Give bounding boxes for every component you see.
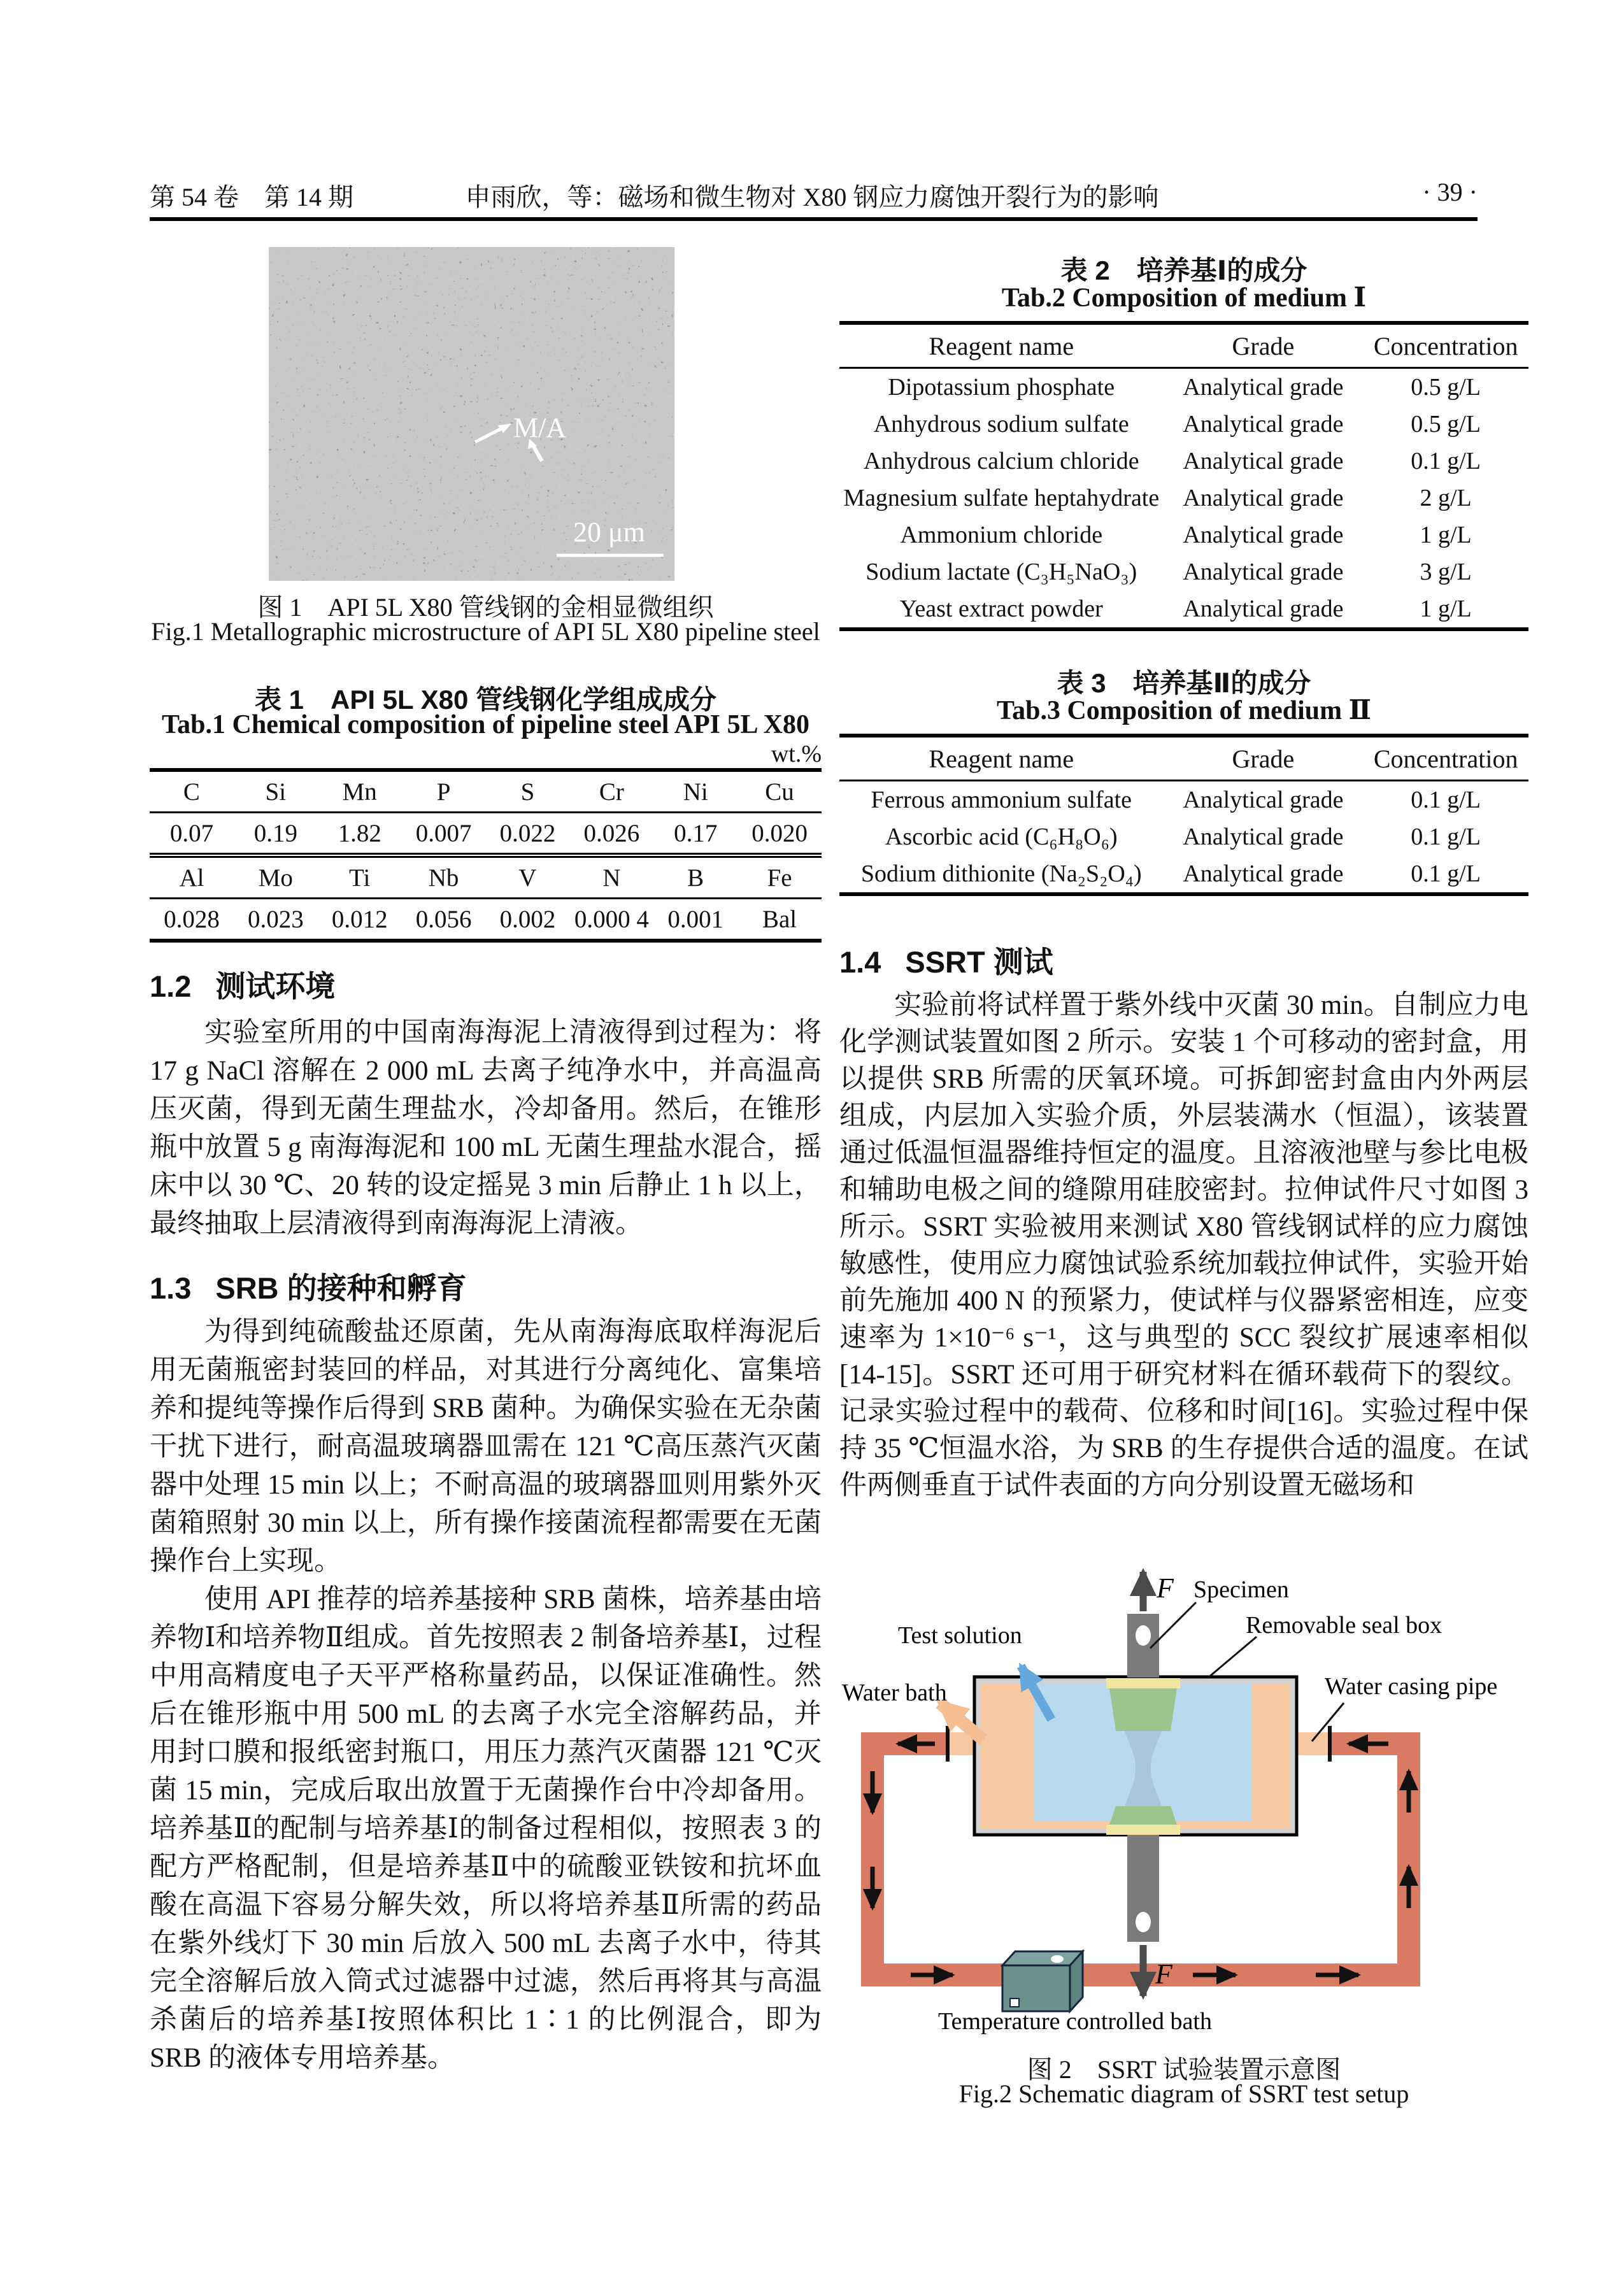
table2-r3-conc: 2 g/L bbox=[1420, 485, 1472, 511]
header-rule bbox=[150, 217, 1478, 221]
table1-unit: wt.% bbox=[771, 741, 822, 767]
section-1-4-number: 1.4 bbox=[839, 945, 881, 979]
table3-header-grade: Grade bbox=[1164, 737, 1364, 781]
table1-h1-s: S bbox=[486, 772, 570, 813]
bath-unit-indicator bbox=[1010, 1999, 1019, 2007]
table1-v2-5: 0.000 4 bbox=[574, 905, 649, 933]
table1-v1-6: 0.17 bbox=[653, 813, 737, 856]
table2-r0-conc: 0.5 g/L bbox=[1411, 374, 1481, 401]
header-running-title: 申雨欣，等：磁场和微生物对 X80 钢应力腐蚀开裂行为的影响 bbox=[465, 183, 1159, 211]
table1-value-row-2 bbox=[150, 899, 822, 939]
table2-r3-grade: Analytical grade bbox=[1183, 485, 1344, 511]
table1-v2-3: 0.056 bbox=[415, 905, 472, 933]
seal-band-bottom bbox=[1106, 1825, 1180, 1835]
table1-v1-7: 0.020 bbox=[737, 813, 822, 856]
ssrt-setup-svg bbox=[839, 1558, 1528, 2042]
table1 bbox=[150, 768, 822, 943]
table2-r0-grade: Analytical grade bbox=[1183, 374, 1344, 401]
table2-r4-grade: Analytical grade bbox=[1183, 522, 1344, 548]
table2-row bbox=[839, 443, 1528, 480]
table3-header-concentration: Concentration bbox=[1363, 737, 1528, 781]
table2-title-en: Tab.2 Composition of medium Ⅰ bbox=[1001, 283, 1367, 313]
table2-r3-reagent: Magnesium sulfate heptahydrate bbox=[843, 485, 1160, 511]
specimen-label: Specimen bbox=[1193, 1576, 1289, 1603]
section-1-2-title: 测试环境 bbox=[215, 969, 336, 1003]
table1-title-en: Tab.1 Chemical composition of pipeline steel API 5L X80 bbox=[161, 710, 809, 739]
table2-row bbox=[839, 480, 1528, 517]
table2-header-reagent: Reagent name bbox=[839, 325, 1164, 368]
table2-r2-grade: Analytical grade bbox=[1183, 448, 1344, 474]
casing-pipe-label: Water casing pipe bbox=[1325, 1673, 1498, 1700]
seal-box-leader-line bbox=[1207, 1637, 1257, 1678]
water-bath-label: Water bath bbox=[842, 1679, 947, 1706]
table2-r5-conc: 3 g/L bbox=[1420, 559, 1472, 585]
table1-h2-al: Al bbox=[150, 855, 234, 899]
table1-v1-1: 0.19 bbox=[234, 813, 318, 856]
table2-row bbox=[839, 590, 1528, 627]
table2-r1-conc: 0.5 g/L bbox=[1411, 411, 1481, 438]
table2-r5-reagent: Sodium lactate (C₃H₅NaO₃) bbox=[865, 559, 1137, 585]
table3-r2-reagent: Sodium dithionite (Na₂S₂O₄) bbox=[860, 860, 1142, 887]
table1-v1-3: 0.007 bbox=[402, 813, 486, 856]
table1-v2-7: Bal bbox=[762, 905, 797, 933]
section-1-2-paragraph: 实验室所用的中国南海海泥上清液得到过程为：将 17 g NaCl 溶解在 2 000 mL 去离子纯净水中，并高温高压灭菌，得到无菌生理盐水，冷却备用。然后，在锥形瓶中放置 5 g 南海海泥和 100 mL 无菌生理盐水混合，摇床中以 30 ℃、20 转的设定摇晃 3 min 后静止 1 h 以上，最终抽取上层清液得到南海海泥上清液。 bbox=[150, 1018, 822, 1239]
scale-bar-label: 20 μm bbox=[573, 517, 645, 548]
table3 bbox=[839, 734, 1528, 896]
table3-r0-grade: Analytical grade bbox=[1183, 787, 1344, 813]
section-1-3-heading bbox=[150, 1265, 467, 1307]
table2-r6-reagent: Yeast extract powder bbox=[899, 595, 1103, 622]
table1-v1-0: 0.07 bbox=[150, 813, 234, 856]
table1-v1-5: 0.026 bbox=[569, 813, 653, 856]
test-solution-label: Test solution bbox=[898, 1622, 1022, 1649]
table1-h2-mo: Mo bbox=[234, 855, 318, 899]
table2-r4-reagent: Ammonium chloride bbox=[900, 522, 1103, 548]
table1-h2-fe: Fe bbox=[737, 855, 822, 899]
table1-h2-nb: Nb bbox=[402, 855, 486, 899]
table1-h1-mn: Mn bbox=[318, 772, 402, 813]
table3-title-en: Tab.3 Composition of medium Ⅱ bbox=[996, 696, 1372, 725]
specimen-pin-hole-top bbox=[1136, 1625, 1151, 1646]
table1-h2-n: N bbox=[569, 855, 653, 899]
section-1-3-paragraph-1: 为得到纯硫酸盐还原菌，先从南海海底取样海泥后用无菌瓶密封装回的样品，对其进行分离纯化、富集培养和提纯等操作后得到 SRB 菌种。为确保实验在无杂菌干扰下进行，耐高温玻璃器皿需在 121 ℃高压蒸汽灭菌器中处理 15 min 以上；不耐高温的玻璃器皿则用紫外灭菌箱照射 30 min 以上，所有操作接菌流程都需要在无菌操作台上实现。 bbox=[150, 1317, 822, 1576]
table2-row bbox=[839, 553, 1528, 590]
ma-label: M/A bbox=[513, 412, 567, 443]
table2-title-zh: 表 2 培养基Ⅰ的成分 bbox=[1060, 255, 1307, 285]
table1-value-row-1 bbox=[150, 813, 822, 856]
micrograph-svg bbox=[269, 247, 674, 581]
section-1-3-title: SRB 的接种和孵育 bbox=[215, 1271, 467, 1305]
figure1-caption-zh: 图 1 API 5L X80 管线钢的金相显微组织 bbox=[257, 593, 714, 622]
table2-row bbox=[839, 406, 1528, 443]
section-1-3-paragraph-2: 使用 API 推荐的培养基接种 SRB 菌株，培养基由培养物Ⅰ和培养物Ⅱ组成。首先按照表 2 制备培养基Ⅰ，过程中用高精度电子天平严格称量药品，以保证准确性。然后在锥形瓶中用 500 mL 的去离子水完全溶解药品，并用封口膜和报纸密封瓶口，用压力蒸汽灭菌器 121 ℃灭菌 15 min，完成后取出放置于无菌操作台中冷却备用。培养基Ⅱ的配制与培养基Ⅰ的制备过程相似，按照表 3 的配方严格配制，但是培养基Ⅱ中的硫酸亚铁铵和抗坏血酸在高温下容易分解失效，所以将培养基Ⅱ所需的药品在紫外线灯下 30 min 后放入 500 mL 去离子水中，待其完全溶解后放入筒式过滤器中过滤，然后再将其与高温杀菌后的培养基Ⅰ按照体积比 1∶1 的比例混合，即为 SRB 的液体专用培养基。 bbox=[150, 1585, 822, 2073]
pipe-stub-right bbox=[1295, 1732, 1331, 1755]
section-1-4-heading bbox=[839, 939, 1053, 981]
table2-header-concentration: Concentration bbox=[1363, 325, 1528, 368]
seal-band-top bbox=[1106, 1678, 1180, 1688]
table1-h1-c: C bbox=[150, 772, 234, 813]
table2-row bbox=[839, 368, 1528, 406]
grip-top bbox=[1109, 1688, 1177, 1731]
section-1-4-paragraph: 实验前将试样置于紫外线中灭菌 30 min。自制应力电化学测试装置如图 2 所示。安装 1 个可移动的密封盒，用以提供 SRB 所需的厌氧环境。可拆卸密封盒由内外两层组成，内层加入实验介质，外层装满水（恒温），该装置通过低温恒温器维持恒定的温度。且溶液池壁与参比电极和辅助电极之间的缝隙用硅胶密封。拉伸试件尺寸如图 3 所示。SSRT 实验被用来测试 X80 管线钢试样的应力腐蚀敏感性，使用应力腐蚀试验系统加载拉伸试件，实验开始前先施加 400 N 的预紧力，使试样与仪器紧密相连，应变速率为 1×10⁻⁶ s⁻¹，这与典型的 SCC 裂纹扩展速率相似[14-15]。SSRT 还可用于研究材料在循环载荷下的裂纹。记录实验过程中的载荷、位移和时间[16]。实验过程中保持 35 ℃恒温水浴，为 SRB 的生存提供合适的温度。在试件两侧垂直于试件表面的方向分别设置无磁场和 bbox=[839, 990, 1528, 1500]
table1-h1-ni: Ni bbox=[653, 772, 737, 813]
table2-r0-reagent: Dipotassium phosphate bbox=[888, 374, 1115, 401]
table3-row bbox=[839, 818, 1528, 855]
figure2-schematic bbox=[839, 1558, 1528, 2042]
grip-bottom bbox=[1109, 1806, 1177, 1825]
table3-r1-reagent: Ascorbic acid (C₆H₈O₆) bbox=[885, 823, 1118, 850]
figure1-caption-en: Fig.1 Metallographic microstructure of API 5L X80 pipeline steel bbox=[151, 617, 820, 646]
table1-h1-p: P bbox=[402, 772, 486, 813]
table2-r4-conc: 1 g/L bbox=[1420, 522, 1472, 548]
table3-r1-conc: 0.1 g/L bbox=[1411, 823, 1481, 850]
table1-h1-cu: Cu bbox=[737, 772, 822, 813]
section-1-2-heading bbox=[150, 963, 335, 1006]
force-top-label: F bbox=[1157, 1572, 1174, 1604]
section-1-3-number: 1.3 bbox=[150, 1271, 192, 1305]
figure1-micrograph bbox=[269, 247, 674, 581]
table3-header-reagent: Reagent name bbox=[839, 737, 1164, 781]
table1-v2-0: 0.028 bbox=[164, 905, 220, 933]
table1-v1-2: 1.82 bbox=[318, 813, 402, 856]
table3-r0-conc: 0.1 g/L bbox=[1411, 787, 1481, 813]
table2-r5-grade: Analytical grade bbox=[1183, 559, 1344, 585]
table3-r2-conc: 0.1 g/L bbox=[1411, 860, 1481, 887]
table1-v2-2: 0.012 bbox=[331, 905, 388, 933]
table1-header-row-1 bbox=[150, 772, 822, 813]
table3-header-row bbox=[839, 737, 1528, 781]
table3-r0-reagent: Ferrous ammonium sulfate bbox=[871, 787, 1132, 813]
seal-box-label: Removable seal box bbox=[1246, 1612, 1442, 1639]
table2-r2-conc: 0.1 g/L bbox=[1411, 448, 1481, 474]
table3-r1-grade: Analytical grade bbox=[1183, 823, 1344, 850]
table2-r6-grade: Analytical grade bbox=[1183, 595, 1344, 622]
table1-title-zh: 表 1 API 5L X80 管线钢化学组成成分 bbox=[254, 685, 717, 715]
table1-h2-ti: Ti bbox=[318, 855, 402, 899]
table3-title-zh: 表 3 培养基Ⅱ的成分 bbox=[1057, 668, 1311, 698]
table3-r2-grade: Analytical grade bbox=[1183, 860, 1344, 887]
table1-h1-cr: Cr bbox=[569, 772, 653, 813]
temp-bath-label: Temperature controlled bath bbox=[938, 2008, 1212, 2035]
table2-r6-conc: 1 g/L bbox=[1420, 595, 1472, 622]
table1-h2-b: B bbox=[653, 855, 737, 899]
figure2-caption-zh: 图 2 SSRT 试验装置示意图 bbox=[1027, 2055, 1341, 2084]
figure2-caption-en: Fig.2 Schematic diagram of SSRT test setup bbox=[958, 2079, 1409, 2108]
table2-header-row bbox=[839, 325, 1528, 368]
header-volume-issue: 第 54 卷 第 14 期 bbox=[150, 183, 353, 211]
table3-row bbox=[839, 781, 1528, 819]
table1-v2-6: 0.001 bbox=[667, 905, 724, 933]
force-bottom-label: F bbox=[1155, 1958, 1172, 1990]
header-page-number: · 39 · bbox=[1422, 178, 1478, 206]
section-1-4-title: SSRT 测试 bbox=[905, 945, 1053, 979]
table2-r2-reagent: Anhydrous calcium chloride bbox=[863, 448, 1139, 474]
table1-v2-1: 0.023 bbox=[247, 905, 304, 933]
table2-r1-grade: Analytical grade bbox=[1183, 411, 1344, 438]
table1-h1-si: Si bbox=[234, 772, 318, 813]
table1-h2-v: V bbox=[486, 855, 570, 899]
table3-row bbox=[839, 855, 1528, 892]
table2-header-grade: Grade bbox=[1164, 325, 1364, 368]
section-1-2-number: 1.2 bbox=[150, 969, 192, 1003]
table1-header-row-2 bbox=[150, 855, 822, 899]
table2 bbox=[839, 321, 1528, 631]
table2-row bbox=[839, 517, 1528, 553]
table1-v2-4: 0.002 bbox=[499, 905, 556, 933]
table1-v1-4: 0.022 bbox=[486, 813, 570, 856]
specimen-pin-hole-bottom bbox=[1136, 1912, 1151, 1932]
bath-unit-port bbox=[1051, 1955, 1064, 1963]
table2-r1-reagent: Anhydrous sodium sulfate bbox=[873, 411, 1129, 438]
